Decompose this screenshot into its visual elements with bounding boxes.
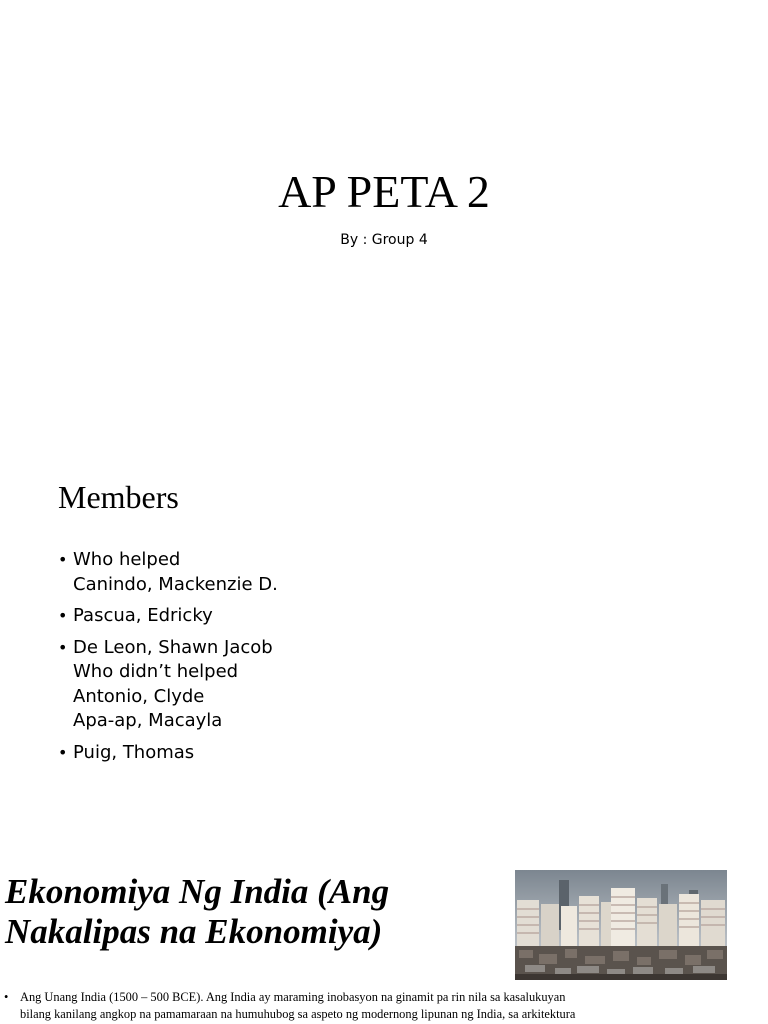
list-item-line: • Pascua, Edricky	[73, 605, 213, 626]
economy-slide	[0, 852, 768, 1024]
slide-title: AP PETA 2	[278, 166, 490, 217]
slide-subtitle: By : Group 4	[340, 232, 428, 248]
members-list	[58, 548, 278, 772]
list-item	[58, 604, 278, 629]
economy-title-line: Ekonomiya Ng India (Ang	[5, 872, 390, 911]
economy-title	[5, 872, 389, 952]
title-slide	[0, 0, 768, 432]
list-item-line: • Who helped	[73, 549, 181, 570]
list-item-line: Apa-ap, Macayla	[73, 710, 223, 731]
list-item	[58, 636, 278, 734]
list-item-line: • Puig, Thomas	[73, 741, 195, 763]
economy-body-list	[4, 989, 674, 1022]
list-item	[58, 548, 278, 597]
body-line: • Ang Unang India (1500 – 500 BCE). Ang India ay maraming inobasyon na ginamit pa rin nila sa kasalukuyan	[20, 990, 566, 1004]
body-line: bilang kanilang angkop na pamamaraan na humuhubog sa aspeto ng modernong lipunan ng India, sa arkitektura	[20, 1006, 576, 1021]
list-item-line: Canindo, Mackenzie D.	[73, 573, 278, 595]
list-item	[4, 989, 674, 1022]
list-item-line: • De Leon, Shawn Jacob	[73, 636, 273, 658]
list-item-line: Antonio, Clyde	[73, 685, 205, 707]
list-item-line: Who didn’t helped	[73, 661, 239, 682]
city-skyline-photo	[515, 870, 727, 980]
economy-title-line: Nakalipas na Ekonomiya)	[5, 912, 383, 951]
members-title: Members	[58, 479, 179, 515]
members-slide	[0, 432, 768, 852]
list-item	[58, 741, 278, 766]
